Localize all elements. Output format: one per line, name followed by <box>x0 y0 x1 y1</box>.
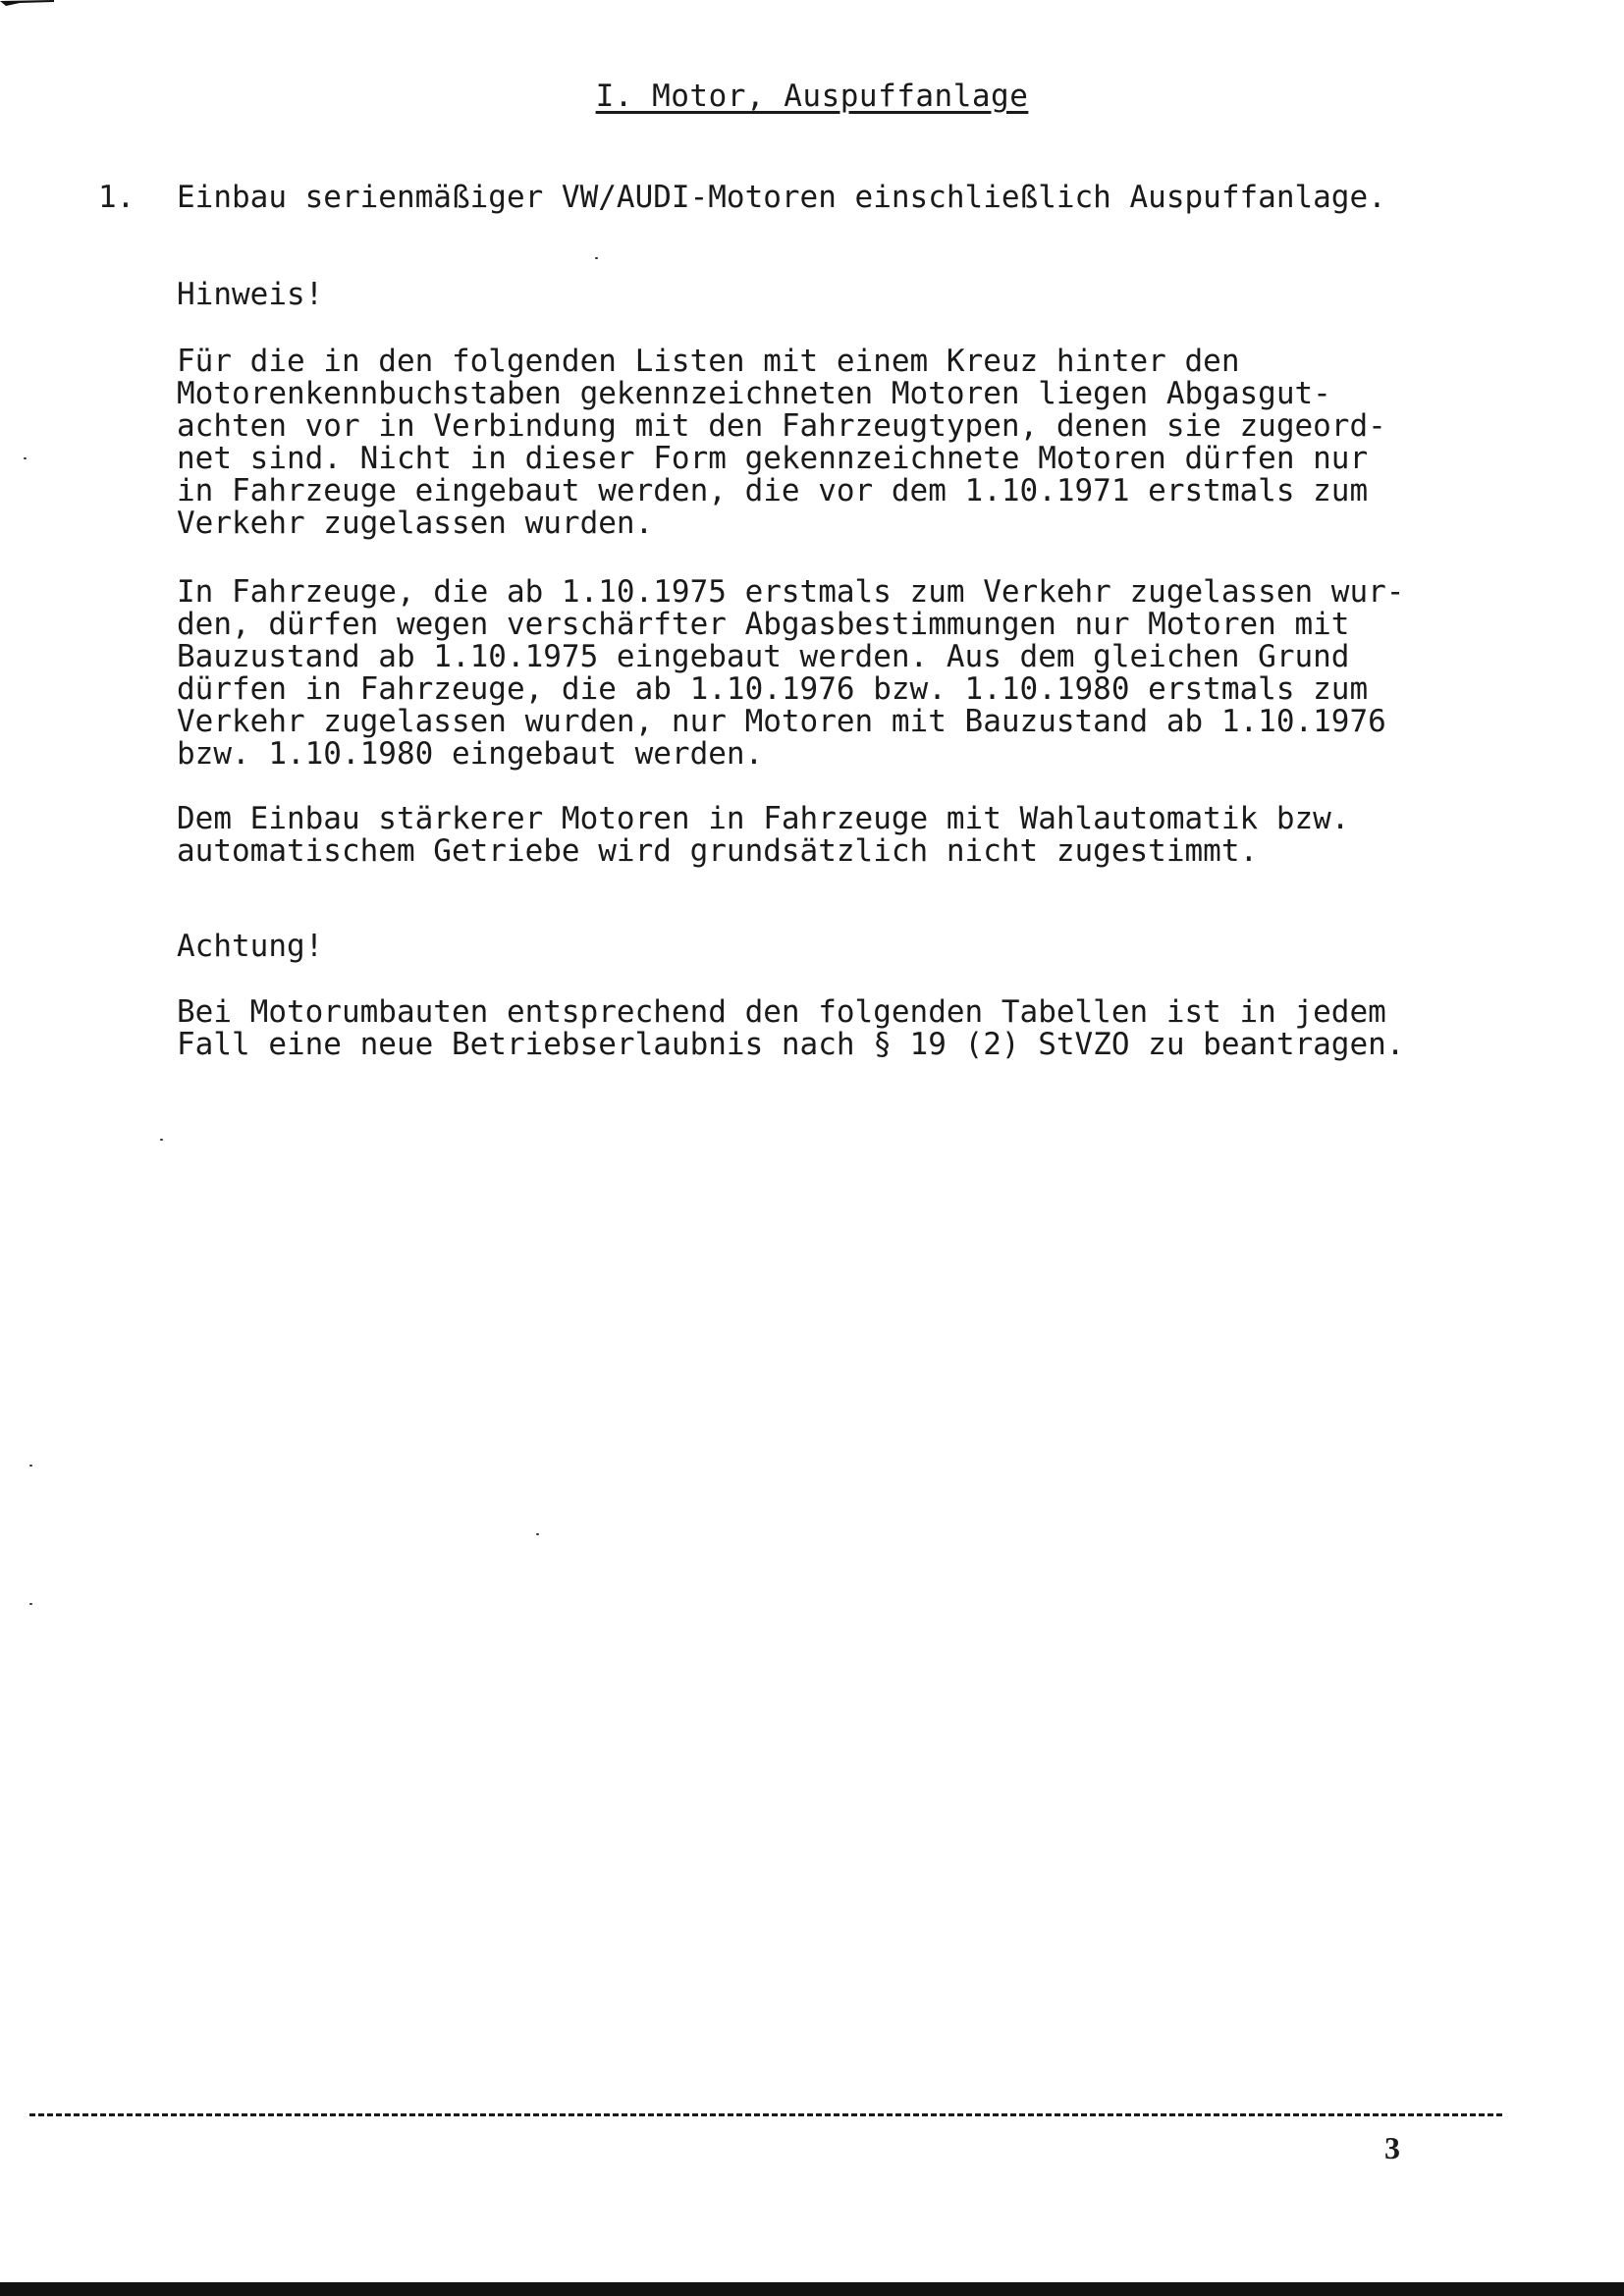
scan-speck <box>24 457 27 459</box>
paragraph-automatic-transmission: Dem Einbau stärkerer Motoren in Fahrzeuge mit Wahlautomatik bzw. automatischem Getriebe wird grundsätzlich nicht zugestimmt. <box>177 801 1350 869</box>
scan-speck <box>29 1603 32 1605</box>
scan-speck <box>160 1139 163 1141</box>
paragraph-operating-permit: Bei Motorumbauten entsprechend den folgenden Tabellen ist in jedem Fall eine neue Betriebserlaubnis nach § 19 (2) StVZO zu beantragen. <box>177 994 1405 1062</box>
footer-dashed-rule <box>29 2113 1502 2116</box>
scan-speck <box>595 257 598 259</box>
list-item-number: 1. <box>98 180 135 215</box>
paragraph-build-state: In Fahrzeuge, die ab 1.10.1975 erstmals zum Verkehr zugelassen wur- den, dürfen wegen verschärfter Abgasbestimmungen nur Motoren mit Bauzustand ab 1.10.1975 eingebaut werden. Aus dem gleichen Grund dürfen in Fahrzeuge, die ab 1.10.1976 bzw. 1.10.1980 erstmals zum Verkehr zugelassen wurden, nur Motoren mit Bauzustand ab 1.10.1976 bzw. 1.10.1980 eingebaut werden. <box>177 574 1405 772</box>
page-number: 3 <box>1384 2130 1400 2165</box>
section-title <box>0 79 1624 114</box>
notice-heading: Hinweis! <box>177 277 324 312</box>
scan-speck <box>29 1465 32 1467</box>
scan-artifact-mark <box>0 0 59 6</box>
warning-heading: Achtung! <box>177 929 324 964</box>
scan-speck <box>536 1533 539 1535</box>
list-item <box>98 180 1386 215</box>
scan-bottom-edge <box>0 2282 1624 2296</box>
list-item-text: Einbau serienmäßiger VW/AUDI-Motoren einschließlich Auspuffanlage. <box>177 180 1386 215</box>
section-title-text: I. Motor, Auspuffanlage <box>595 79 1029 114</box>
paragraph-emissions-report: Für die in den folgenden Listen mit einem Kreuz hinter den Motorenkennbuchstaben gekennzeichneten Motoren liegen Abgasgut- achten vor in Verbindung mit den Fahrzeugtypen, denen sie zugeord- net sind. Nicht in dieser Form gekennzeichnete Motoren dürfen nur in Fahrzeuge eingebaut werden, die vor dem 1.10.1971 erstmals zum Verkehr zugelassen wurden. <box>177 344 1386 541</box>
